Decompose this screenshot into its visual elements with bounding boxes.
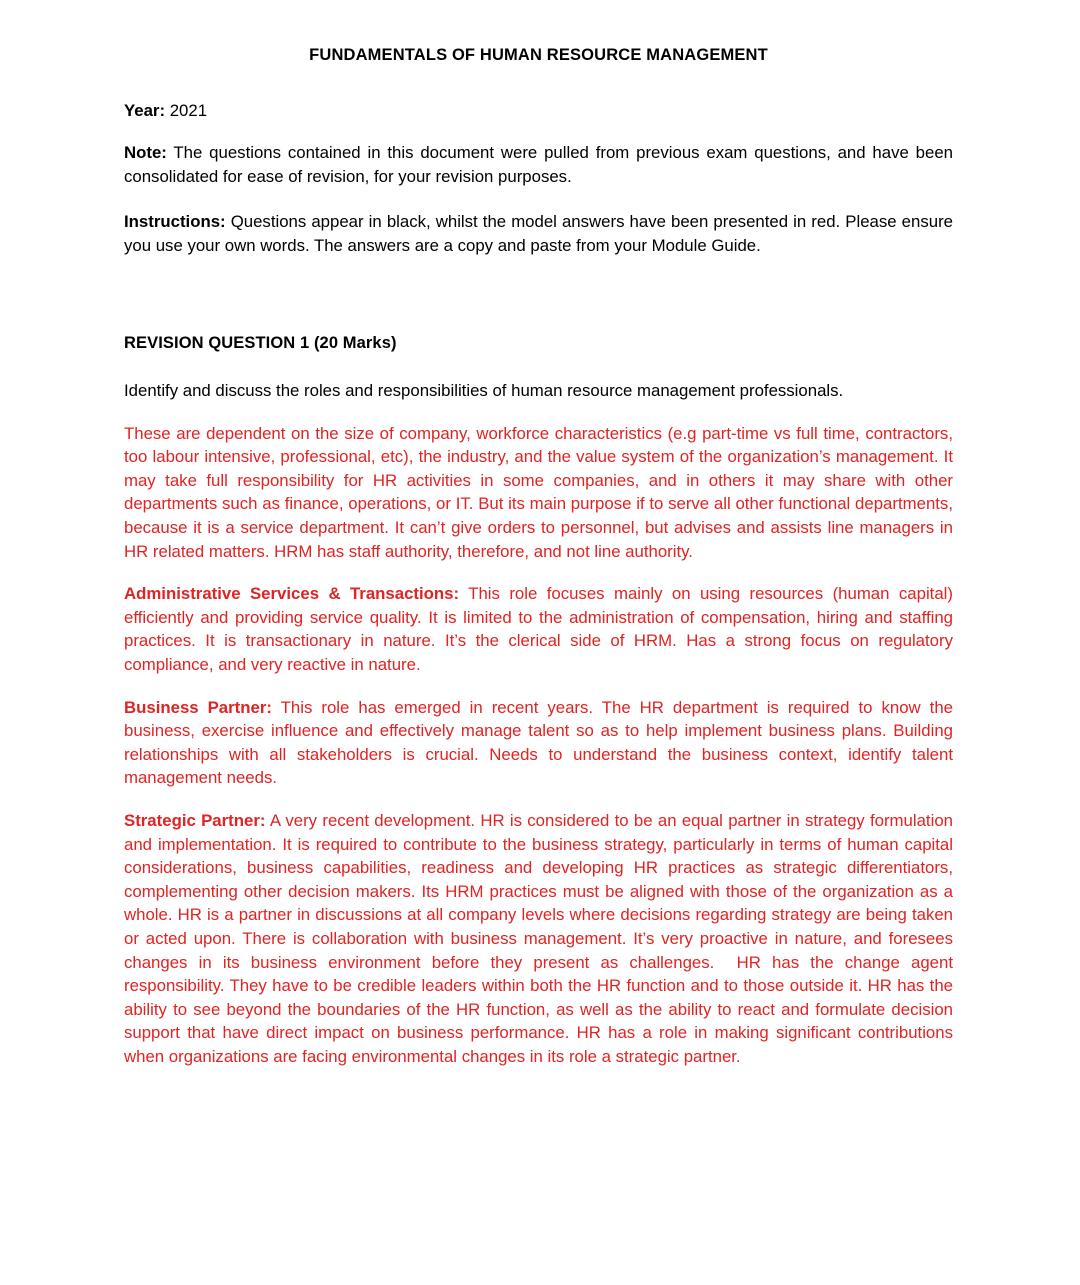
question-prompt: Identify and discuss the roles and responsibilities of human resource management professionals.	[124, 381, 844, 401]
note-text: The questions contained in this document were pulled from previous exam questions, and have been consolidated for ease of revision, for your revision purposes.	[124, 143, 953, 186]
year-label: Year:	[124, 100, 166, 120]
spacer-after-question-heading	[124, 356, 953, 379]
answer-intro-paragraph: These are dependent on the size of company, workforce characteristics (e.g part-time vs full time, contractors, too labour intensive, professional, etc), the industry, and the value system of the organization’s management. It may take full responsibility for HR activities in some companies, and in others it may share with other departments such as finance, operations, or IT. But its main purpose if to serve all other functional departments, because it is a service department. It can’t give orders to personnel, but advises and assists line managers in HR related matters. HRM has staff authority, therefore, and not line authority.	[124, 423, 958, 561]
spacer-before-role-0	[124, 563, 953, 582]
note-label: Note:	[124, 143, 167, 163]
instructions-text: Questions appear in black, whilst the model answers have been presented in red. Please ensure you use your own words. The answers are a copy and paste from your Module Guide.	[124, 212, 953, 255]
role-label: Strategic Partner:	[124, 810, 266, 830]
spacer-before-role-1	[124, 677, 953, 696]
instructions-paragraph	[124, 210, 953, 257]
role-label: Administrative Services & Transactions:	[124, 584, 460, 604]
answer-role-paragraph	[124, 696, 958, 790]
role-label: Business Partner:	[124, 697, 272, 717]
spacer-before-answer	[124, 403, 953, 422]
year-line	[124, 99, 953, 123]
spacer-after-title	[124, 68, 953, 99]
document-title: FUNDAMENTALS OF HUMAN RESOURCE MANAGEMENT	[309, 46, 768, 64]
document-body	[124, 44, 958, 1069]
answer-role-paragraph	[124, 809, 958, 1069]
role-body: This role has emerged in recent years. The HR department is required to know the business, exercise influence and effectively manage talent so as to help implement business plans. Building relationships with all stakeholders is crucial. Needs to understand the business context, identify talent management needs.	[124, 697, 958, 788]
year-value: 2021	[165, 100, 208, 120]
role-body: This role focuses mainly on using resources (human capital) efficiently and providing service quality. It is limited to the administration of compensation, hiring and staffing practices. It is transactionary in nature. It’s the clerical side of HRM. Has a strong focus on regulatory compliance, and very reactive in nature.	[124, 584, 958, 674]
spacer-after-note	[124, 188, 953, 210]
role-body: A very recent development. HR is considered to be an equal partner in strategy formulation and implementation. It is required to contribute to the business strategy, particularly in terms of human capital considerations, business capabilities, readiness and developing HR practices as strategic differentiators, complementing other decision makers. Its HRM practices must be aligned with those of the organization as a whole. HR is a partner in discussions at all company levels where decisions regarding strategy are being taken or acted upon. There is collaboration with business management. It’s very proactive in nature, and foresees changes in its business environment before they present as challenges. HR has the change agent responsibility. They have to be credible leaders within both the HR function and to those outside it. HR has the ability to see beyond the boundaries of the HR function, as well as the ability to react and formulate decision support that have direct impact on business performance. HR has a role in making significant contributions when organizations are facing environmental changes in its role a strategic partner.	[124, 810, 958, 1066]
spacer-before-role-2	[124, 790, 953, 809]
instructions-label: Instructions:	[124, 212, 226, 232]
spacer-after-year	[124, 122, 953, 141]
answer-role-paragraph	[124, 582, 958, 676]
note-paragraph	[124, 141, 953, 188]
revision-question-heading: REVISION QUESTION 1 (20 Marks)	[124, 334, 397, 353]
spacer-before-question	[124, 257, 953, 332]
